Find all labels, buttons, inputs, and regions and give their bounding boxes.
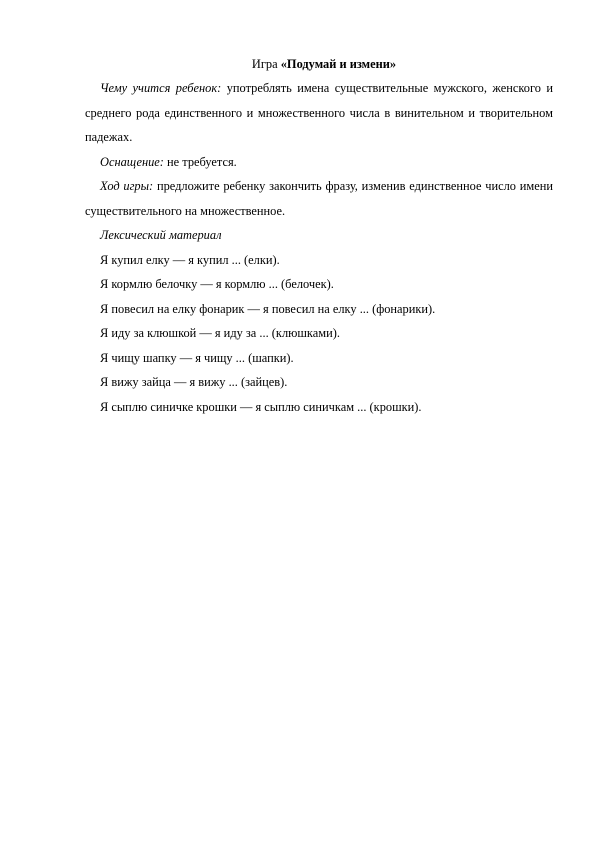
procedure-label: Ход игры: [100,179,154,193]
procedure-text: предложите ребенку закончить фразу, изменив единственное число имени существительного на множественное. [85,179,553,218]
lexical-item: Я иду за клюшкой — я иду за ... (клюшками). [100,326,340,340]
equipment-label: Оснащение: [100,154,164,169]
lexical-item: Я кормлю белочку — я кормлю ... (белочек). [100,277,334,291]
goal-text: употреблять имена существительные мужского, женского и среднего рода единственного и множественного числа в винительном и творительном падежах. [85,81,554,144]
game-title [85,52,553,76]
document-page [85,52,553,419]
lexical-item: Я повесил на елку фонарик — я повесил на елку ... (фонарики). [100,301,436,316]
lexical-item: Я купил елку — я купил ... (елки). [100,252,280,267]
lexical-item: Я чищу шапку — я чищу ... (шапки). [100,350,294,365]
goal-label: Чему учится ребенок: [100,81,222,95]
goal-paragraph [85,76,553,150]
equipment-text: не требуется. [163,154,237,169]
lexical-item: Я сыплю синичке крошки — я сыплю синичкам ... (крошки). [100,399,422,414]
lexical-item: Я вижу зайца — я вижу ... (зайцев). [100,375,288,389]
equipment-paragraph [85,150,553,175]
procedure-paragraph [85,174,553,223]
title-name: «Подумай и измени» [280,57,397,71]
lexical-heading: Лексический материал [100,228,222,242]
title-prefix: Игра [251,57,281,71]
